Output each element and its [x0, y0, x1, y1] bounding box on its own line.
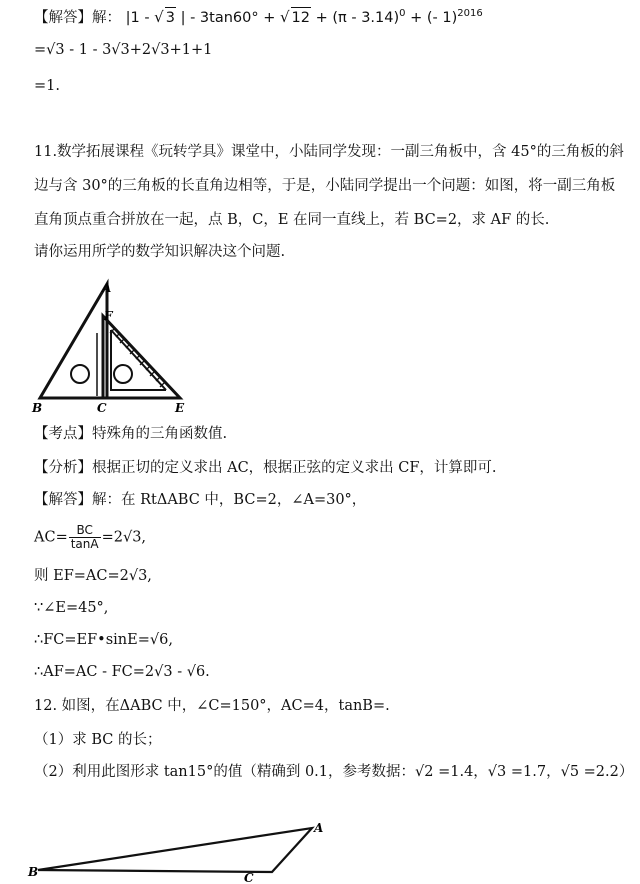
ac-suffix: =2√3, — [101, 529, 147, 546]
q11-ef-line: 则 EF=AC=2√3, — [34, 568, 152, 584]
label-c: C — [97, 401, 107, 415]
exponent-zero: 0 — [399, 8, 406, 19]
top-solution-line1 — [34, 4, 483, 28]
q12-text-line1: 12. 如图，在ΔABC 中，∠C=150°，AC=4，tanB=. — [34, 698, 390, 714]
q11-e-line: ∵∠E=45°, — [34, 600, 109, 616]
q11-kaodian: 【考点】特殊角的三角函数值. — [34, 426, 228, 442]
ac-fraction — [69, 524, 101, 551]
expr-pi: + (π - 3.14) — [315, 9, 400, 26]
label-b: B — [32, 401, 43, 415]
q11-triangle-figure — [30, 278, 220, 416]
exponent-2016: 2016 — [457, 8, 483, 19]
expr-neg1: + (- 1) — [410, 9, 458, 26]
answer-label: 【解答】解： — [34, 9, 121, 26]
ac-denominator: tanA — [70, 537, 99, 551]
triangle-abc-obtuse — [38, 828, 312, 872]
sqrt12-radicand: 12 — [291, 7, 311, 28]
setsquare-hole-left — [71, 365, 89, 383]
q11-fc-line: ∴FC=EF•sinE=√6, — [34, 632, 173, 648]
ac-numerator: BC — [69, 524, 101, 538]
q12-text-line3: （2）利用此图形求 tan15°的值（精确到 0.1，参考数据：√2 =1.4，√3 =1.7，√5 =2.2） — [34, 764, 634, 780]
setsquare-inner-hyp — [111, 330, 166, 390]
q11-jieda: 【解答】解：在 RtΔABC 中，BC=2，∠A=30°， — [34, 492, 367, 508]
setsquare-hole-right — [114, 365, 132, 383]
top-solution-line2: =√3 - 1 - 3√3+2√3+1+1 — [34, 42, 213, 58]
label-a: A — [314, 821, 324, 835]
q11-af-line: ∴AF=AC - FC=2√3 - √6. — [34, 664, 210, 680]
expr-after-abs: | - 3tan60° + — [180, 9, 280, 26]
top-solution-line3: =1. — [34, 78, 60, 94]
label-e: E — [175, 401, 185, 415]
q11-text-line4: 请你运用所学的数学知识解决这个问题. — [34, 244, 286, 260]
q12-text-line2: （1）求 BC 的长； — [34, 732, 162, 748]
label-f: F — [104, 309, 113, 323]
sqrt-icon: √ — [279, 7, 290, 26]
label-b: B — [28, 865, 39, 879]
label-a: A — [102, 281, 112, 295]
label-c: C — [244, 871, 254, 884]
q11-text-line3: 直角顶点重合拼放在一起，点 B，C，E 在同一直线上，若 BC=2，求 AF 的长. — [34, 212, 550, 228]
ac-prefix: AC= — [34, 529, 68, 546]
expr-abs-open: |1 - — [125, 9, 155, 26]
sqrt3-radicand: 3 — [165, 7, 176, 28]
sqrt-icon: √ — [154, 7, 164, 26]
q12-triangle-figure — [26, 818, 336, 884]
q11-text-line2: 边与含 30°的三角板的长直角边相等，于是，小陆同学提出一个问题：如图，将一副三角板 — [34, 178, 616, 194]
q11-text-line1: 11.数学拓展课程《玩转学具》课堂中，小陆同学发现：一副三角板中，含 45°的三角板的斜 — [34, 144, 624, 160]
q11-fenxi: 【分析】根据正切的定义求出 AC，根据正弦的定义求出 CF，计算即可. — [34, 460, 497, 476]
q11-ac-line — [34, 524, 146, 551]
